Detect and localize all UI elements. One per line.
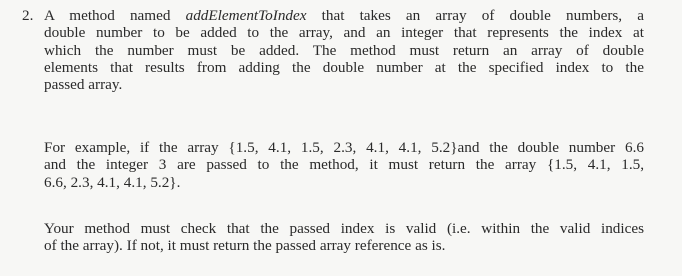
method-name: addElementToIndex: [185, 7, 307, 24]
question-paragraph-example: [44, 139, 644, 191]
paragraph-line: of the array). If not, it must return the passed array reference as is.: [44, 237, 446, 255]
paragraph-line: double number to be added to the array, and an integer that represents the index at: [44, 24, 644, 42]
line-text: A method named: [44, 7, 186, 24]
line-text: that takes an array of double numbers, a: [306, 7, 644, 24]
question-number: 2.: [22, 7, 34, 24]
paragraph-line: elements that results from adding the double number at the specified index to the: [44, 58, 644, 76]
paragraph-line: 6.6, 2.3, 4.1, 4.1, 5.2}.: [44, 173, 181, 191]
question-paragraph-validation: [44, 220, 644, 255]
paragraph-line: which the number must be added. The method must return an array of double: [44, 41, 644, 59]
paragraph-line: passed array.: [44, 76, 123, 94]
paragraph-line: Your method must check that the passed index is valid (i.e. within the valid indices: [44, 220, 644, 237]
question-paragraph-description: [44, 7, 644, 93]
paragraph-line: and the integer 3 are passed to the method, it must return the array {1.5, 4.1, 1.5,: [44, 156, 644, 174]
paragraph-line: For example, if the array {1.5, 4.1, 1.5, 2.3, 4.1, 4.1, 5.2}and the double number 6.6: [44, 139, 644, 156]
paragraph-line: [44, 7, 644, 24]
